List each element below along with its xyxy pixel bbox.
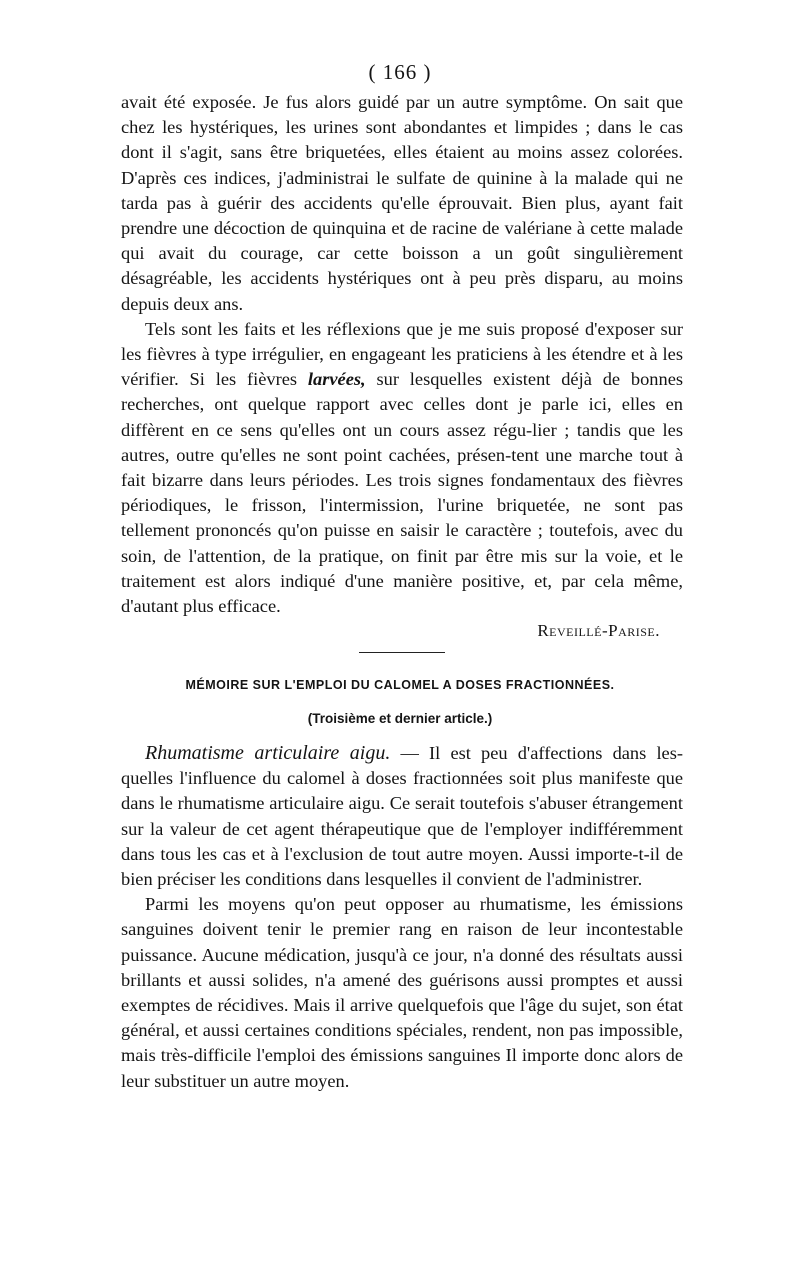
article-paragraph-1-text: — Il est peu d'affections dans les-quelles l'influence du calomel à doses fractionnées soit plus manifeste que dans le rhumatisme articulaire aigu. Ce serait toutefois s'abuser étrangement sur la valeur de cet agent thérapeutique que de l'employer indifféremment dans tous les cas et à l'exclusion de tout autre moyen. Aussi importe-t-il de bien préciser les conditions dans lesquelles il convient de l'administrer. [121, 743, 683, 890]
paragraph-1: avait été exposée. Je fus alors guidé par un autre symptôme. On sait que chez les hystériques, les urines sont abondantes et limpides ; dans le cas dont il s'agit, sans être briquetées, elles étaient au moins assez colorées. D'après ces indices, j'administrai le sulfate de quinine à la malade qui ne tarda pas à guérir des accidents qu'elle éprouvait. Bien plus, ayant fait prendre une décoction de quinquina et de racine de valériane à cette malade qui avait du courage, car cette boisson a un goût singulièrement désagréable, les accidents hystériques ont à peu près disparu, au moins depuis deux ans. [121, 92, 683, 314]
author-signature: Reveillé-Parise. [537, 621, 660, 640]
article-body [121, 741, 683, 1094]
page-number: ( 166 ) [368, 60, 432, 84]
article-title: MÉMOIRE SUR L'EMPLOI DU CALOMEL A DOSES FRACTIONNÉES. [185, 678, 615, 692]
paragraph-2-start: Tels sont les faits et les réflexions que je me suis proposé d'exposer sur les fièvres à type irrégulier, en engageant les praticiens à les étendre et à les vérifier. Si les fièvres [121, 318, 683, 390]
article-subtitle: (Troisième et dernier article.) [307, 711, 493, 726]
paragraph-2-end: sur lesquelles existent déjà de bonnes recherches, ont quelque rapport avec celles dont je parle ici, elles en diffèrent en ce sens qu'elles ont un cours assez régu-lier ; tandis que les autres, outre qu'elles ne sont point cachées, présen-tent une marche tout à fait bizarre dans leurs périodes. Les trois signes fondamentaux des fièvres périodiques, le frisson, l'intermission, l'urine briquetée, ne sont pas tellement prononcés qu'on puisse en saisir le caractère ; toutefois, avec du soin, de l'attention, de la pratique, on finit par être mis sur la voie, et le traitement est alors indiqué d'une manière positive, et, par cela même, d'autant plus efficace. [121, 369, 684, 617]
emphasis-larvees: larvées, [307, 369, 366, 390]
article-paragraph-2: Parmi les moyens qu'on peut opposer au rhumatisme, les émissions sanguines doivent tenir le premier rang en raison de leur incontestable puissance. Aucune médication, jusqu'à ce jour, n'a donné des résultats aussi brillants et aussi solides, n'a amené des guérisons aussi promptes et aussi exemptes de récidives. Mais il arrive quelquefois que l'âge du sujet, son état général, et aussi certaines conditions spéciales, rendent, non pas impossible, mais très-difficile l'emploi des émissions sanguines Il importe donc alors de leur substituer un autre moyen. [121, 894, 683, 1091]
paragraph-2 [121, 317, 683, 619]
first-section [121, 90, 683, 619]
section-heading: Rhumatisme articulaire aigu. [145, 742, 391, 764]
article-paragraph-1 [121, 741, 683, 892]
section-divider [359, 652, 445, 653]
